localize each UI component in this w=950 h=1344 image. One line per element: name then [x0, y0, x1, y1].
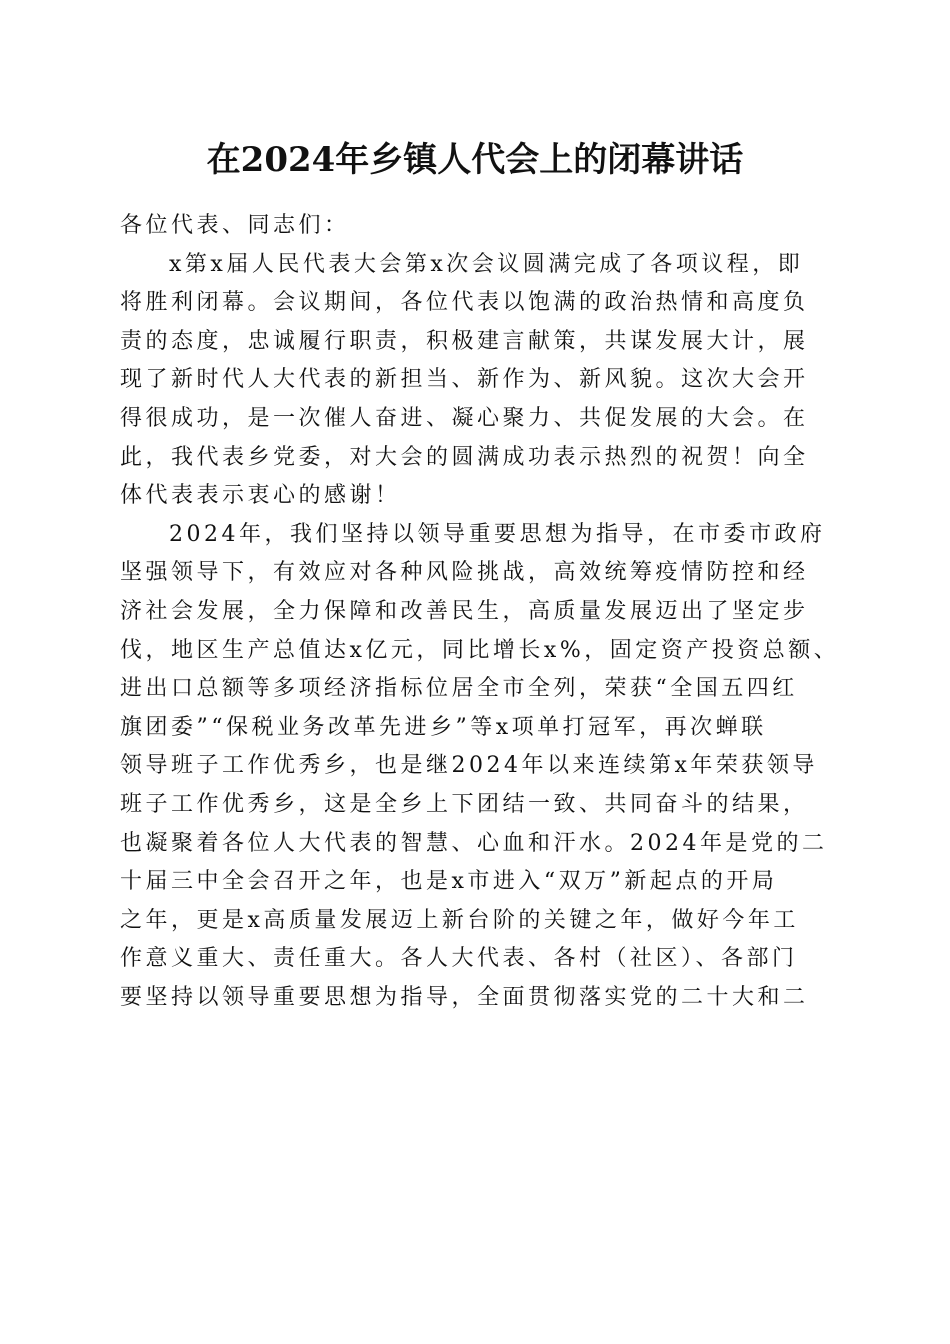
paragraph-1-line-7: 体代表表示衷心的感谢！ [120, 483, 401, 509]
document-body [120, 207, 840, 1017]
paragraph-2-line-2: 坚强领导下，有效应对各种风险挑战，高效统筹疫情防控和经 [120, 560, 809, 586]
paragraph-2-line-11: 之年，更是x高质量发展迈上新台阶的关键之年，做好今年工 [120, 907, 799, 933]
paragraph-1-line-3: 责的态度，忠诚履行职责，积极建言献策，共谋发展大计，展 [120, 328, 809, 354]
paragraph-2-line-13: 要坚持以领导重要思想为指导，全面贯彻落实党的二十大和二 [120, 984, 809, 1010]
paragraph-1-line-2: 将胜利闭幕。会议期间，各位代表以饱满的政治热情和高度负 [120, 290, 809, 316]
document-title: 在2024年乡镇人代会上的闭幕讲话 [206, 140, 744, 180]
paragraph-2-line-7: 领导班子工作优秀乡，也是继2024年以来连续第x年荣获领导 [120, 753, 818, 779]
paragraph-2-line-4: 伐，地区生产总值达x亿元，同比增长x%，固定资产投资总额、 [120, 637, 840, 663]
paragraph-1-line-6: 此，我代表乡党委，对大会的圆满成功表示热烈的祝贺！向全 [120, 444, 809, 470]
paragraph-1-line-5: 得很成功，是一次催人奋进、凝心聚力、共促发展的大会。在 [120, 405, 809, 431]
paragraph-1-line-1: x第x届人民代表大会第x次会议圆满完成了各项议程，即 [169, 251, 804, 277]
paragraph-2-line-10: 十届三中全会召开之年，也是x市进入“双万”新起点的开局 [120, 869, 778, 895]
paragraph-2-line-5: 进出口总额等多项经济指标位居全市全列，荣获“全国五四红 [120, 676, 798, 702]
paragraph-2-line-9: 也凝聚着各位人大代表的智慧、心血和汗水。2024年是党的二 [120, 830, 828, 856]
salutation: 各位代表、同志们： [120, 213, 350, 238]
paragraph-2-line-3: 济社会发展，全力保障和改善民生，高质量发展迈出了坚定步 [120, 598, 809, 624]
paragraph-2-line-8: 班子工作优秀乡，这是全乡上下团结一致、共同奋斗的结果， [120, 791, 809, 817]
paragraph-2-line-6: 旗团委”“保税业务改革先进乡”等x项单打冠军，再次蝉联 [120, 714, 767, 740]
paragraph-1-line-4: 现了新时代人大代表的新担当、新作为、新风貌。这次大会开 [120, 367, 809, 393]
paragraph-2-line-1: 2024年，我们坚持以领导重要思想为指导，在市委市政府 [169, 521, 826, 547]
paragraph-2-line-12: 作意义重大、责任重大。各人大代表、各村（社区）、各部门 [120, 946, 798, 972]
